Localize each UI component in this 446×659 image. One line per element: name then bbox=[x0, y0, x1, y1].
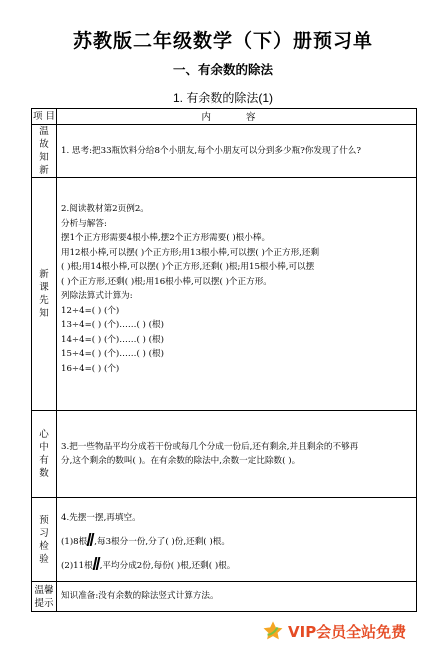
question-4: 4.先摆一摆,再填空。 bbox=[61, 513, 141, 523]
label-char: 检 bbox=[39, 540, 49, 552]
question-3: 3.把一些物品平均分成若干份或每几个分成一份后,还有剩余,并且剩余的不够再 bbox=[61, 441, 359, 452]
table-row-new-lesson bbox=[32, 178, 417, 411]
row-label-tips bbox=[32, 582, 57, 612]
row-label-review bbox=[32, 125, 57, 178]
star-icon bbox=[262, 620, 284, 642]
label-char: 课 bbox=[39, 282, 49, 293]
label-char: 心 bbox=[39, 429, 49, 440]
text-line: 分,这个剩余的数叫( )。在有余数的除法中,余数一定比除数( )。 bbox=[61, 456, 301, 466]
header-content: 内 容 bbox=[57, 109, 417, 125]
equation-line: 15÷4=( ) (个)……( ) (根) bbox=[61, 349, 164, 359]
row-content-review bbox=[57, 125, 417, 178]
preview-sheet-table bbox=[31, 108, 417, 612]
label-char: 知 bbox=[39, 308, 49, 319]
label-char: 温 bbox=[39, 126, 49, 137]
q4a-suffix: ,每3根分一份,分了( )份,还剩( )根。 bbox=[94, 537, 230, 547]
stick-icon bbox=[87, 533, 94, 546]
table-row-key-points bbox=[32, 411, 417, 498]
table-header-row bbox=[32, 109, 417, 125]
question-1: 1. 思考:把33瓶饮料分给8个小朋友,每个小朋友可以分到多少瓶?你发现了什么? bbox=[61, 145, 361, 156]
label-char: 数 bbox=[39, 468, 49, 479]
label-char: 先 bbox=[39, 295, 49, 306]
label-char: 温馨 bbox=[34, 584, 54, 596]
row-content-key-points bbox=[57, 411, 417, 498]
label-char: 预 bbox=[39, 514, 49, 526]
stick-icon bbox=[93, 557, 100, 570]
question-4-part-1 bbox=[61, 530, 412, 554]
equation-line: 13÷4=( ) (个)……( ) (根) bbox=[61, 320, 164, 330]
label-char: 知 bbox=[39, 152, 49, 163]
label-char: 中 bbox=[39, 442, 49, 453]
label-char: 习 bbox=[39, 527, 49, 539]
vip-watermark bbox=[262, 620, 406, 642]
row-label-new-lesson bbox=[32, 178, 57, 411]
q4b-prefix: (2)11根 bbox=[61, 561, 93, 571]
equation-line: 12÷4=( ) (个) bbox=[61, 305, 120, 316]
table-row-tips bbox=[32, 582, 417, 612]
label-char: 有 bbox=[39, 455, 49, 466]
row-content-tips bbox=[57, 582, 417, 612]
text-line: 分析与解答: bbox=[61, 218, 107, 229]
table-row-review bbox=[32, 125, 417, 178]
question-2: 2.阅读教材第2页例2。 bbox=[61, 204, 149, 214]
text-line: 摆1个正方形需要4根小棒,摆2个正方形需要( )根小棒。 bbox=[61, 233, 271, 243]
text-line: 列除法算式计算为: bbox=[61, 291, 133, 301]
section-title: 一、有余数的除法 bbox=[172, 62, 273, 77]
label-char: 验 bbox=[39, 553, 49, 565]
header-item: 项 目 bbox=[32, 109, 57, 125]
page-title: 苏教版二年级数学（下）册预习单 bbox=[72, 30, 373, 52]
label-char: 故 bbox=[39, 139, 49, 150]
label-char: 新 bbox=[39, 165, 49, 176]
row-content-new-lesson bbox=[57, 178, 417, 411]
label-char: 提示 bbox=[34, 597, 54, 609]
lesson-title: 1. 有余数的除法(1) bbox=[172, 91, 273, 105]
text-line: ( )个正方形,还剩( )根;用16根小棒,可以摆( )个正方形。 bbox=[61, 276, 272, 287]
watermark-text: VIP会员全站免费 bbox=[288, 622, 407, 641]
row-content-check bbox=[57, 498, 417, 582]
text-line: ( )根;用14根小棒,可以摆( )个正方形,还剩( )根;用15根小棒,可以摆 bbox=[61, 262, 315, 272]
row-label-key-points bbox=[32, 411, 57, 498]
label-char: 新 bbox=[39, 269, 49, 280]
q4a-prefix: (1)8根 bbox=[61, 537, 88, 547]
q4b-suffix: ,平均分成2份,每份( )根,还剩( )根。 bbox=[99, 561, 236, 571]
question-4-part-2 bbox=[61, 554, 412, 578]
text-line: 用12根小棒,可以摆( )个正方形;用13根小棒,可以摆( )个正方形,还剩 bbox=[61, 247, 320, 258]
equation-line: 16÷4=( ) (个) bbox=[61, 363, 120, 374]
tip-text: 知识准备:没有余数的除法竖式计算方法。 bbox=[61, 591, 219, 602]
table-row-check bbox=[32, 498, 417, 582]
row-label-check bbox=[32, 498, 57, 582]
equation-line: 14÷4=( ) (个)……( ) (根) bbox=[61, 334, 164, 345]
